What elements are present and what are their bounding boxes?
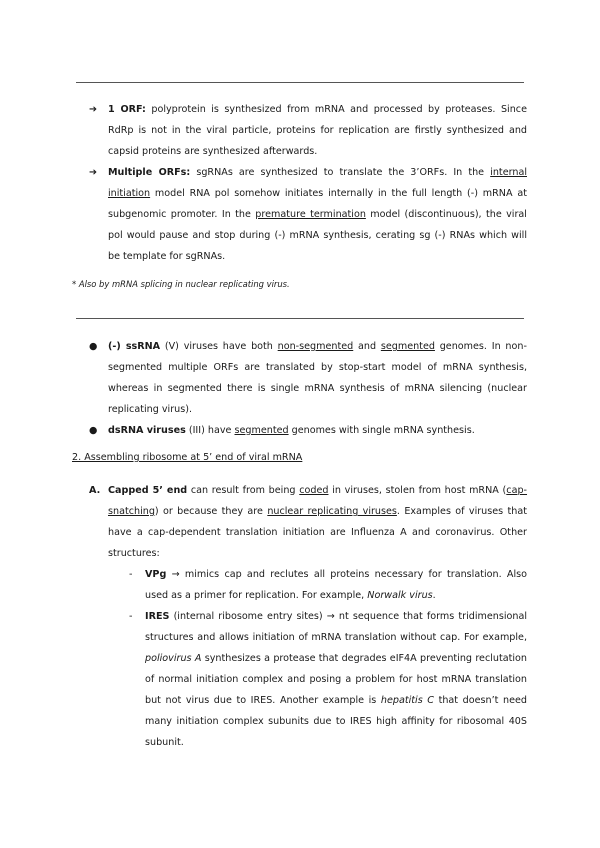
capped-text: . Examples of viruses that have a cap-dependent translation initiation are Influenza A and coronavirus. Other structures: [108, 506, 527, 559]
footnote: * Also by mRNA splicing in nuclear replicating virus. [72, 279, 290, 289]
virus-text: and [358, 341, 377, 352]
capped-text: in viruses, stolen from host mRNA ( [332, 485, 507, 496]
list-item-ires [129, 606, 527, 753]
structure-text: synthesizes a protease that degrades eIF4A preventing reclutation of normal initiation complex and posing a problem for host mRNA translation but not virus due to IRES. Another example is [145, 653, 527, 706]
term-coded: coded [299, 485, 329, 496]
capped-item [89, 480, 528, 564]
orf-text: model RNA pol somehow initiates internally in the full length (-) mRNA at subgenomic promoter. In the [108, 188, 527, 220]
orf-item-multiple [89, 162, 527, 267]
example-virus: hepatitis C [380, 695, 434, 706]
orf-text: polyprotein is synthesized from mRNA and processed by proteases. Since RdRp is not in the viral particle, proteins for replication are firstly synthesized and capsid proteins are synthesized afterwards. [108, 104, 527, 157]
middle-divider [76, 318, 524, 319]
capped-section [89, 480, 528, 564]
top-divider [76, 82, 524, 83]
term-nuclear-replicating: nuclear replicating viruses [267, 506, 397, 517]
list-item-ssrna [89, 336, 527, 420]
orf-text: model (discontinuous), the viral pol would pause and stop during (-) mRNA synthesis, cerating sg (-) RNAs which will be template for sgRNAs. [108, 209, 527, 262]
capped-label: Capped 5’ end [108, 485, 188, 496]
structure-text: that doesn’t need many initiation complex subunits due to IRES high affinity for ribosomal 40S subunit. [145, 695, 527, 748]
example-virus: poliovirus A [145, 653, 202, 664]
virus-label: (-) ssRNA [108, 341, 161, 352]
structure-text: . [432, 590, 436, 601]
right-arrow-icon: ➔ [89, 167, 98, 178]
structure-label: IRES [145, 611, 170, 622]
example-virus: Norwalk virus [367, 590, 433, 601]
dash-marker: - [129, 611, 133, 622]
term-cap-snatching: cap-snatching [108, 485, 528, 517]
virus-text: (V) viruses have both [164, 341, 273, 352]
right-arrow-icon: ➔ [89, 104, 98, 115]
bullet-icon: ● [89, 341, 98, 352]
bullet-icon: ● [89, 425, 98, 436]
orf-label: 1 ORF: [108, 104, 146, 115]
list-item-dsrna [89, 420, 527, 441]
orf-item-single [89, 99, 527, 162]
orf-label: Multiple ORFs: [108, 167, 191, 178]
list-item-vpg [129, 564, 527, 606]
capped-text: ) or because they are [154, 506, 263, 517]
term-non-segmented: non-segmented [277, 341, 354, 352]
virus-text: genomes with single mRNA synthesis. [291, 425, 475, 436]
structure-list [129, 564, 527, 753]
dash-marker: - [129, 569, 133, 580]
structure-label: VPg [145, 569, 167, 580]
orf-text: sgRNAs are synthesized to translate the 3’ORFs. In the [196, 167, 485, 178]
structure-text: → mimics cap and reclutes all proteins necessary for translation. Also used as a primer for replication. For example, [145, 569, 527, 601]
term-segmented: segmented [234, 425, 289, 436]
virus-text: (III) have [188, 425, 232, 436]
capped-text: can result from being [190, 485, 296, 496]
term-internal-initiation: internal initiation [108, 167, 527, 199]
list-letter: A. [89, 485, 101, 496]
term-premature-termination: premature termination [255, 209, 366, 220]
structure-text: (internal ribosome entry sites) → nt sequence that forms tridimensional structures and allows initiation of mRNA translation without cap. For example, [145, 611, 527, 643]
term-segmented: segmented [380, 341, 435, 352]
orf-list [89, 99, 527, 267]
virus-label: dsRNA viruses [108, 425, 186, 436]
virus-list [89, 336, 527, 441]
virus-text: genomes. In non-segmented multiple ORFs are translated by stop-start model of mRNA synthesis, whereas in segmented there is single mRNA synthesis of mRNA silencing (nuclear replicating virus). [108, 341, 527, 415]
section-heading: 2. Assembling ribosome at 5’ end of viral mRNA [72, 452, 303, 463]
